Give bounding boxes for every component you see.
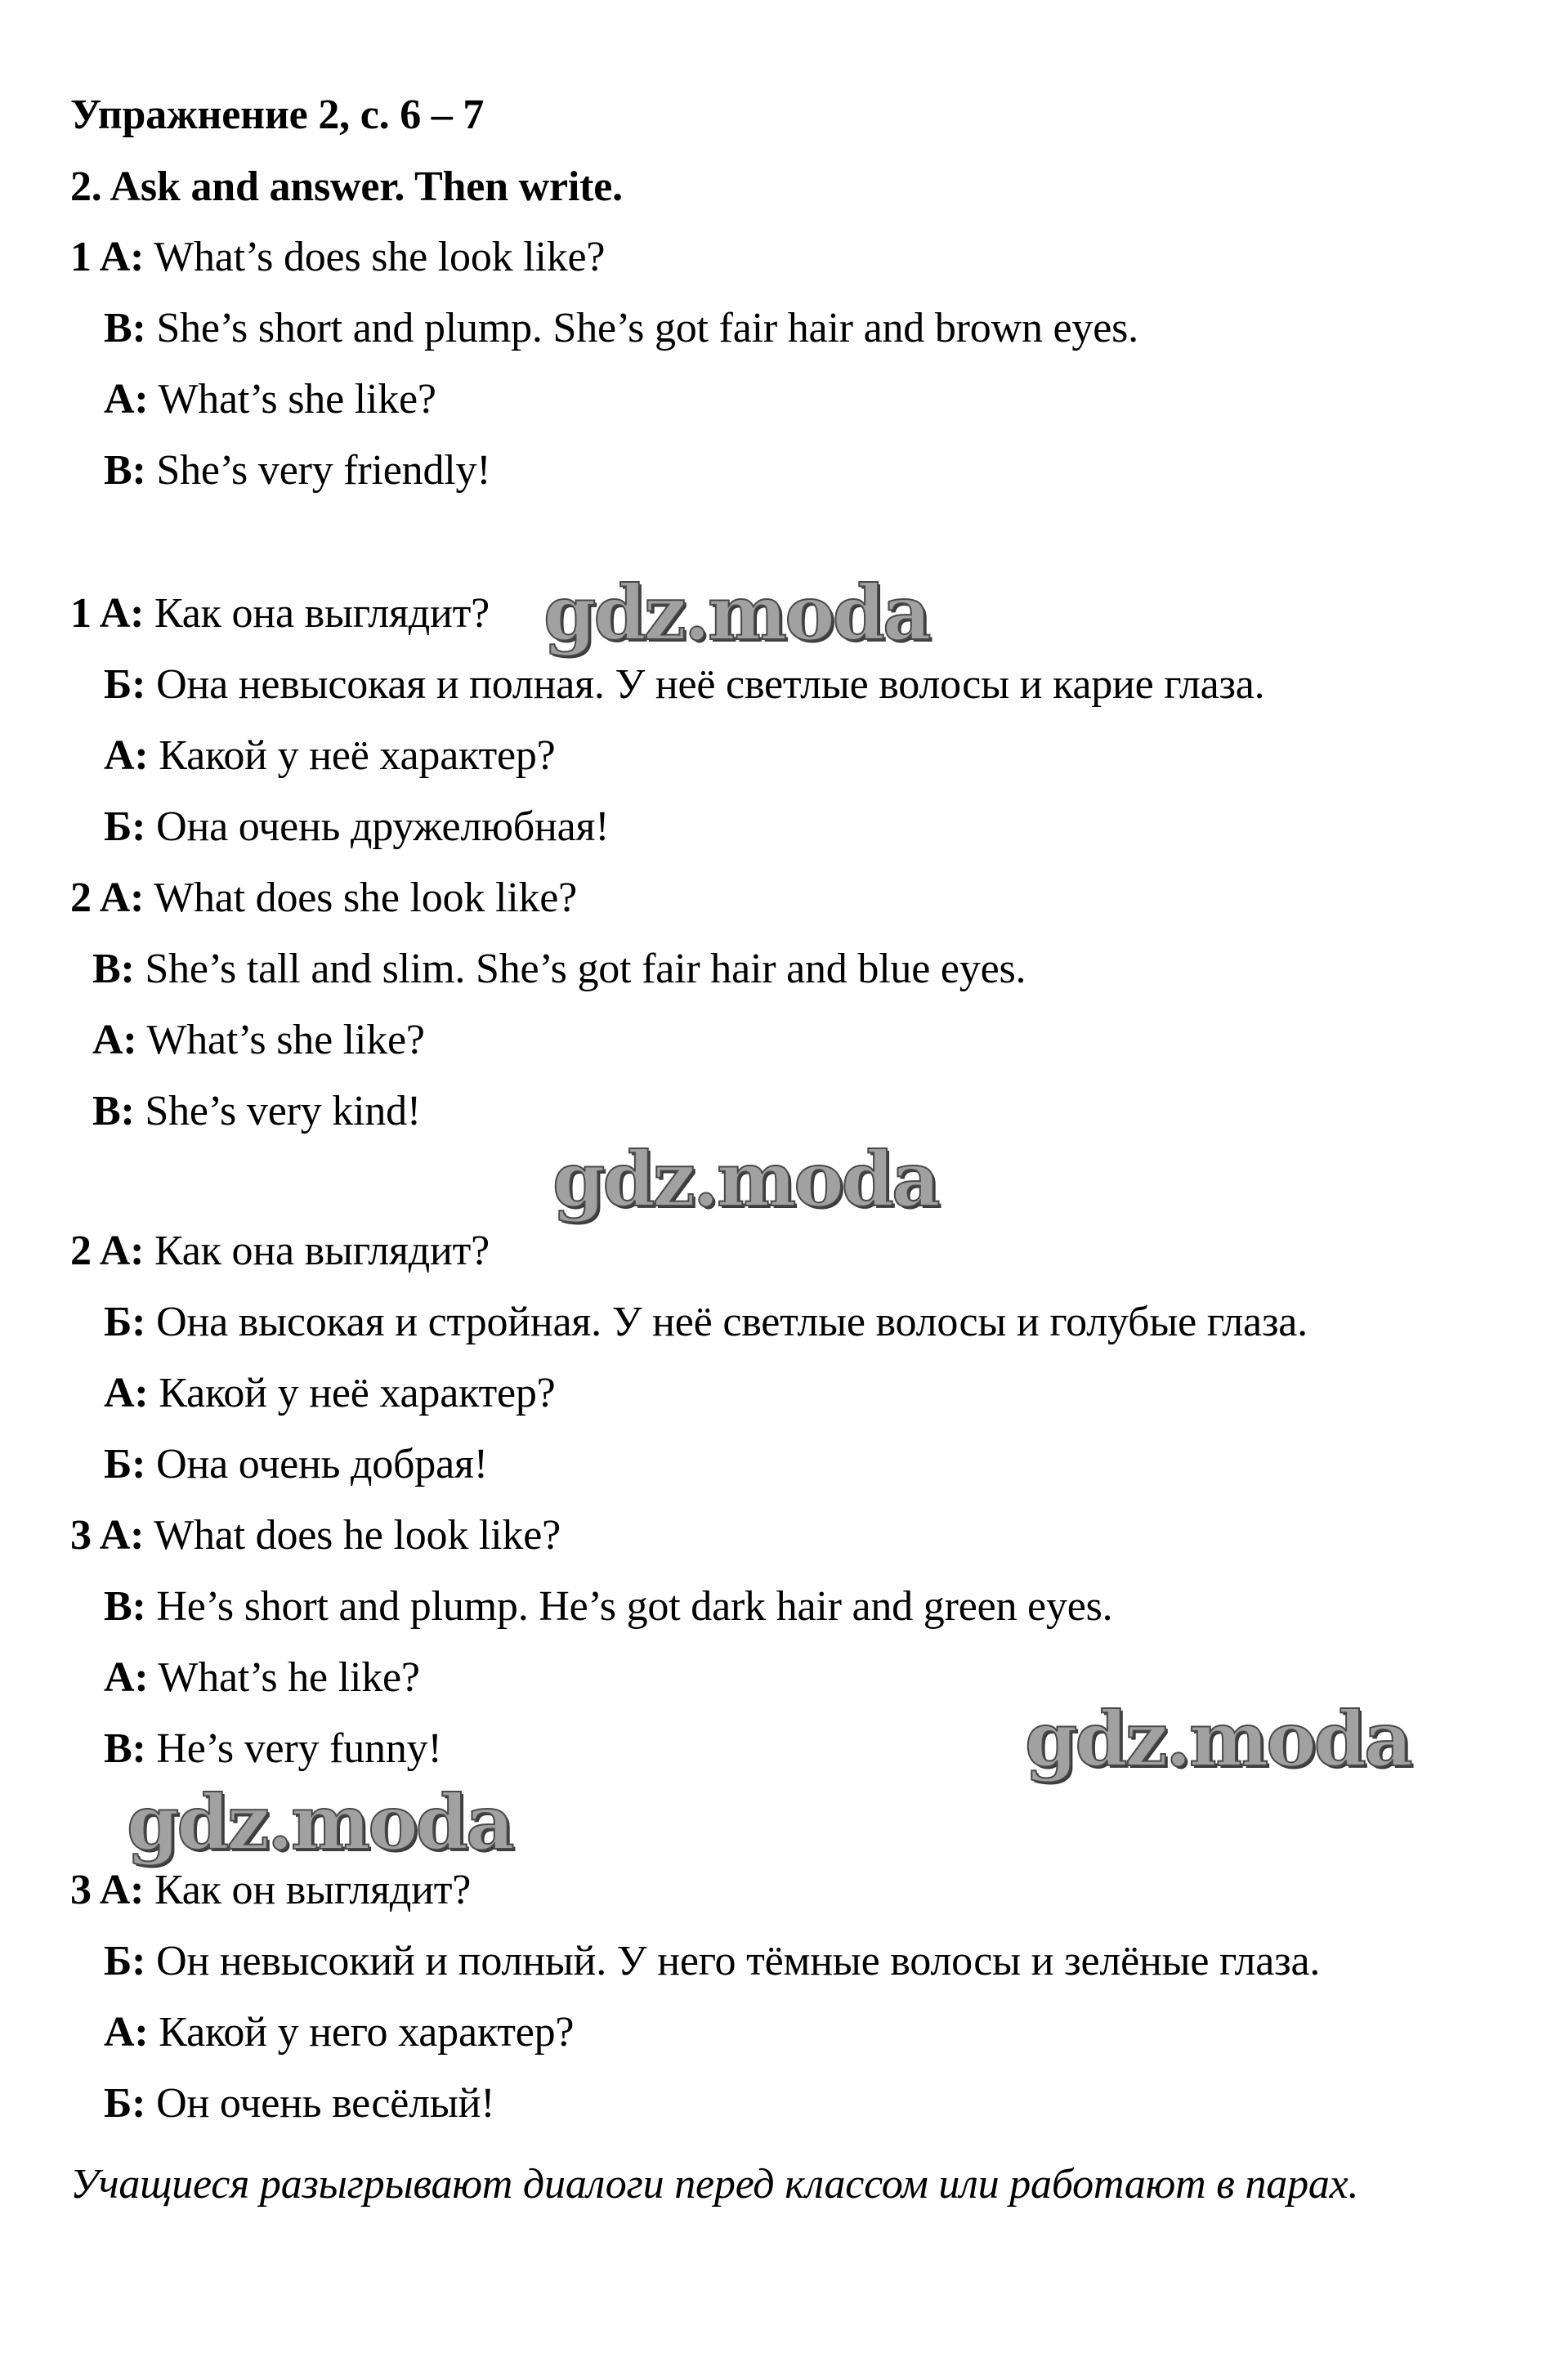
line-text: What’s she like? xyxy=(136,1017,425,1063)
dialogue-line xyxy=(70,1224,490,1278)
dialogue-line xyxy=(104,2077,494,2131)
watermark-logo: gdz.moda xyxy=(543,569,929,657)
speaker-label: А: xyxy=(104,2009,149,2056)
dialogue-line xyxy=(104,302,1138,356)
dialogue-line xyxy=(70,871,577,925)
line-text: She’s tall and slim. She’s got fair hair and blue eyes. xyxy=(134,946,1026,992)
dialogue-line xyxy=(104,729,556,783)
speaker-label: А: xyxy=(104,732,149,779)
line-text: Какой у неё характер? xyxy=(148,732,556,779)
speaker-label: A: xyxy=(104,376,149,423)
dialogue-line xyxy=(104,373,436,427)
speaker-label: B: xyxy=(104,305,146,351)
exercise-title: Упражнение 2, с. 6 – 7 xyxy=(70,92,485,138)
line-text: Какой у неё характер? xyxy=(148,1370,556,1416)
line-text: Она очень добрая! xyxy=(145,1441,488,1488)
speaker-label: Б: xyxy=(104,1299,146,1345)
line-text: Она высокая и стройная. У неё светлые волосы и голубые глаза. xyxy=(145,1299,1308,1345)
watermark-logo: gdz.moda xyxy=(552,1135,938,1224)
speaker-label: 1 A: xyxy=(70,590,145,637)
speaker-label: B: xyxy=(92,946,135,992)
line-text: Какой у него характер? xyxy=(148,2009,575,2056)
speaker-label: B: xyxy=(104,1725,146,1772)
dialogue-line xyxy=(104,2006,574,2060)
dialogue-line xyxy=(104,1295,1308,1349)
speaker-label: Б: xyxy=(104,1441,146,1488)
dialogue-line xyxy=(104,1935,1320,1989)
dialogue-line xyxy=(70,587,490,641)
speaker-label: Б: xyxy=(104,803,146,850)
speaker-label: 3 A: xyxy=(70,1867,145,1913)
speaker-label: B: xyxy=(104,1583,146,1630)
dialogue-line xyxy=(70,1863,471,1917)
line-text: She’s short and plump. She’s got fair hair and brown eyes. xyxy=(145,305,1138,351)
dialogue-line xyxy=(92,942,1026,996)
dialogue-line xyxy=(104,800,609,854)
dialogue-line xyxy=(104,658,1264,712)
dialogue-line xyxy=(104,1651,420,1705)
dialogue-line xyxy=(104,1580,1112,1634)
dialogue-line xyxy=(104,1367,556,1420)
dialogue-line xyxy=(70,1509,561,1563)
line-text: What’s does she look like? xyxy=(144,234,606,280)
speaker-label: B: xyxy=(104,447,146,494)
line-text: He’s short and plump. He’s got dark hair and green eyes. xyxy=(145,1583,1113,1630)
speaker-label: Б: xyxy=(104,1938,146,1984)
line-text: Как она выглядит? xyxy=(144,590,490,637)
line-text: Он невысокий и полный. У него тёмные волосы и зелёные глаза. xyxy=(145,1938,1321,1984)
speaker-label: 1 A: xyxy=(70,234,145,280)
line-text: He’s very funny! xyxy=(145,1725,442,1772)
line-text: She’s very kind! xyxy=(134,1088,422,1134)
dialogue-line xyxy=(70,230,605,284)
line-text: What’s she like? xyxy=(148,376,436,423)
line-text: Как она выглядит? xyxy=(144,1228,490,1274)
speaker-label: 3 A: xyxy=(70,1512,145,1559)
line-text: Она очень дружелюбная! xyxy=(145,803,610,850)
line-text: She’s very friendly! xyxy=(145,447,491,494)
closing-note: Учащиеся разыгрывают диалоги перед классом или работают в парах. xyxy=(70,2161,1359,2208)
speaker-label: A: xyxy=(92,1017,137,1063)
line-text: Как он выглядит? xyxy=(144,1867,472,1913)
speaker-label: A: xyxy=(104,1654,149,1701)
speaker-label: Б: xyxy=(104,661,146,708)
speaker-label: 2 A: xyxy=(70,1228,145,1274)
task-instruction: 2. Ask and answer. Then write. xyxy=(70,163,623,210)
watermark-logo: gdz.moda xyxy=(1025,1695,1411,1783)
line-text: Она невысокая и полная. У неё светлые волосы и карие глаза. xyxy=(145,661,1265,708)
speaker-label: Б: xyxy=(104,2080,146,2127)
watermark-logo: gdz.moda xyxy=(127,1778,512,1867)
speaker-label: B: xyxy=(92,1088,135,1134)
dialogue-line xyxy=(104,1722,442,1776)
line-text: Он очень весёлый! xyxy=(145,2080,495,2127)
dialogue-line xyxy=(104,444,490,498)
line-text: What does he look like? xyxy=(144,1512,561,1559)
line-text: What’s he like? xyxy=(148,1654,420,1701)
speaker-label: А: xyxy=(104,1370,149,1416)
dialogue-line xyxy=(104,1438,488,1492)
dialogue-line xyxy=(92,1085,421,1139)
dialogue-line xyxy=(92,1013,425,1067)
speaker-label: 2 A: xyxy=(70,875,145,921)
line-text: What does she look like? xyxy=(144,875,578,921)
